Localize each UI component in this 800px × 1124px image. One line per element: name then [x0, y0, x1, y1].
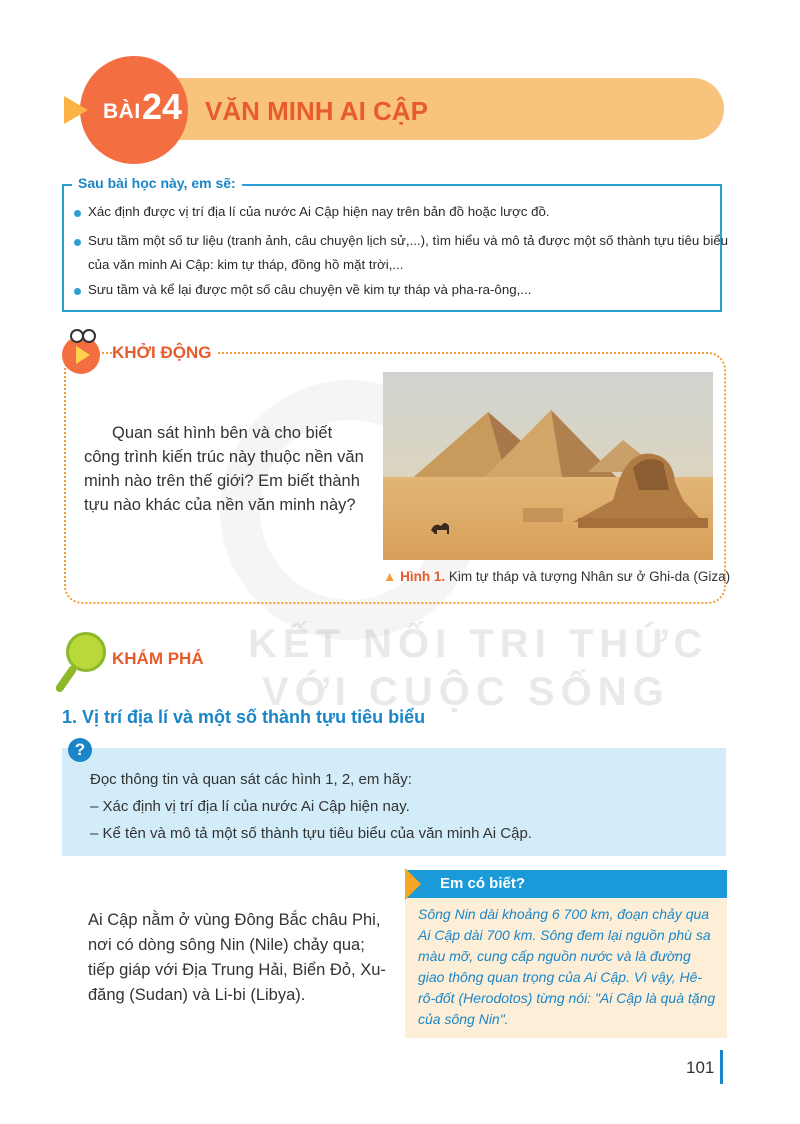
watermark-text: VỚI CUỘC SỐNG [262, 670, 670, 714]
magnifier-mascot-icon [66, 632, 106, 672]
warmup-title: KHỞI ĐỘNG [112, 343, 218, 363]
question-line: – Xác định vị trí địa lí của nước Ai Cập hiện nay. [90, 798, 410, 815]
watermark-text: KẾT NỐI TRI THỨC [248, 622, 709, 666]
header-arrow-icon [64, 96, 88, 124]
question-line: Đọc thông tin và quan sát các hình 1, 2, em hãy: [90, 771, 412, 788]
lesson-label: BÀI [103, 100, 141, 123]
bullet-icon [74, 210, 81, 217]
body-paragraph-block [88, 908, 388, 1008]
page-number: 101 [686, 1058, 715, 1077]
objective-item-continued: của văn minh Ai Cập: kim tự tháp, đồng hồ mặt trời,... [88, 257, 404, 272]
question-icon: ? [68, 738, 92, 762]
caption-label: Hình 1. [400, 569, 446, 584]
section-title: 1. Vị trí địa lí và một số thành tựu tiêu biểu [62, 707, 426, 727]
did-you-know-title: Em có biết? [440, 875, 526, 892]
warmup-question-text: Quan sát hình bên và cho biết công trình kiến trúc này thuộc nền văn minh nào trên thế giới? Em biết thành tựu nào khác của nền văn minh này? [84, 424, 364, 514]
objective-item: Xác định được vị trí địa lí của nước Ai Cập hiện nay trên bản đồ hoặc lược đồ. [88, 204, 550, 219]
did-you-know-text: Sông Nin dài khoảng 6 700 km, đoạn chảy qua Ai Cập dài 700 km. Sông đem lại nguồn phù sa màu mỡ, cung cấp nguồn nước và là đường giao thông quan trọng của Ai Cập. Vì vậy, Hê-rô-đốt (Herodotos) từng nói: "Ai Cập là quà tặng của sông Nin". [418, 906, 716, 1027]
did-you-know-tab-icon [405, 868, 421, 900]
caption-text: Kim tự tháp và tượng Nhân sư ở Ghi-da (Giza) [448, 569, 731, 584]
caption-triangle-icon: ▲ [383, 569, 397, 584]
warmup-question [84, 421, 364, 517]
objective-item: Sưu tầm một số tư liệu (tranh ảnh, câu chuyện lịch sử,...), tìm hiểu và mô tả được một số thành tựu tiêu biểu [88, 233, 729, 248]
body-paragraph: Ai Cập nằm ở vùng Đông Bắc châu Phi, nơi có dòng sông Nin (Nile) chảy qua; tiếp giáp với Địa Trung Hải, Biển Đỏ, Xu-đăng (Sudan) và Li-bi (Libya). [88, 911, 386, 1004]
lesson-number: 24 [142, 86, 183, 127]
question-line: – Kể tên và mô tả một số thành tựu tiêu biểu của văn minh Ai Cập. [90, 825, 532, 842]
page-number-bar [720, 1050, 723, 1084]
bullet-icon [74, 239, 81, 246]
figure-caption [383, 569, 730, 584]
mascot-eye-icon [82, 329, 96, 343]
objective-item: Sưu tầm và kể lại được một số câu chuyện về kim tự tháp và pha-ra-ông,... [88, 282, 532, 297]
bullet-icon [74, 288, 81, 295]
explore-title: KHÁM PHÁ [112, 649, 204, 668]
lesson-title: VĂN MINH AI CẬP [205, 96, 428, 126]
play-icon [76, 346, 90, 364]
objectives-title: Sau bài học này, em sẽ: [72, 175, 242, 191]
pyramids-photo [383, 372, 713, 560]
